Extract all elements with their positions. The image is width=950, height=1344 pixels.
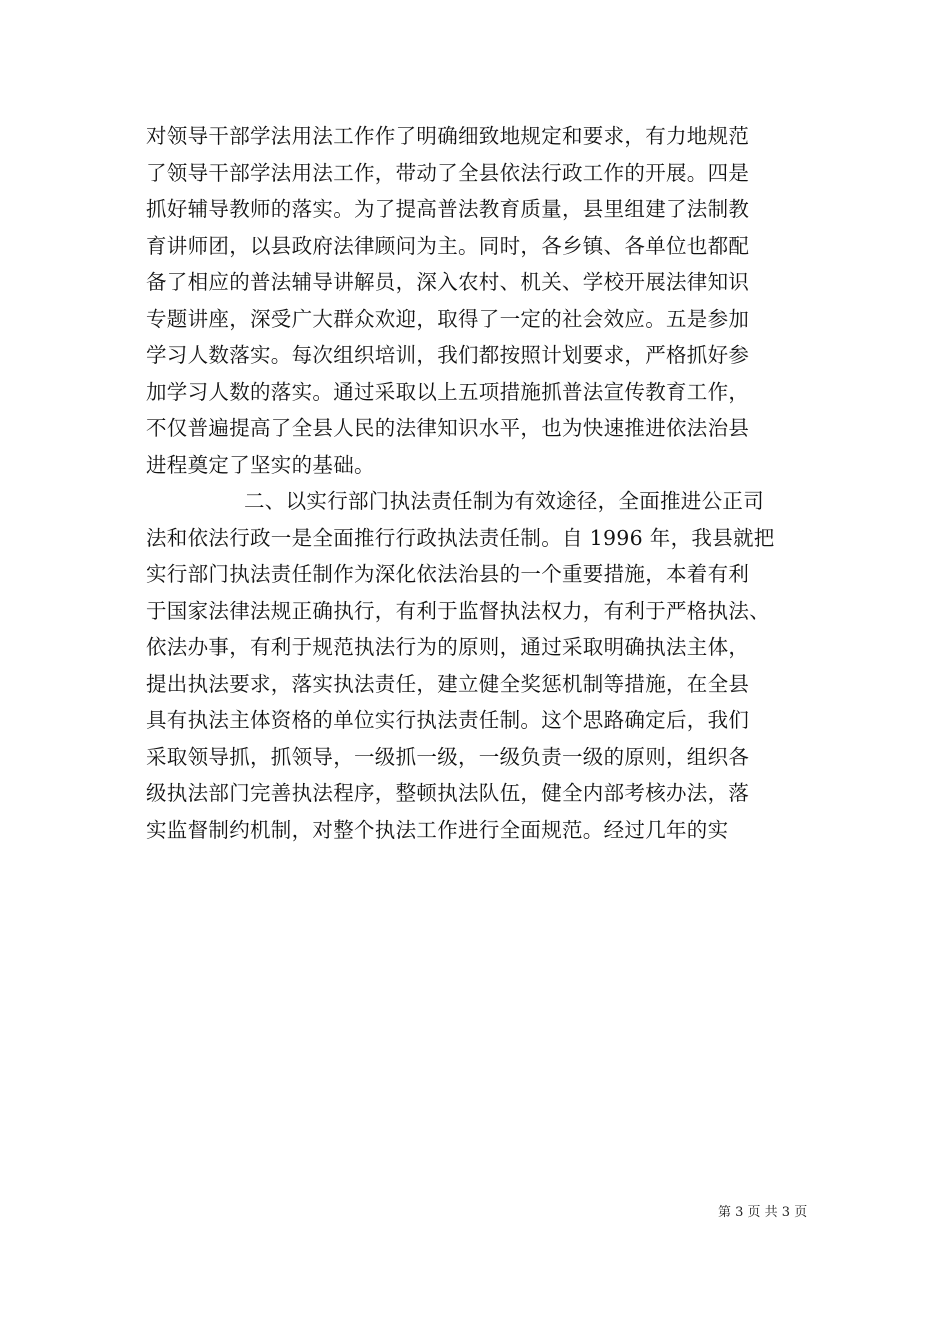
- text-line: 加学习人数的落实。通过采取以上五项措施抓普法宣传教育工作，: [146, 379, 750, 404]
- body-text: [146, 118, 818, 848]
- page-number-footer: 第 3 页 共 3 页: [718, 1205, 808, 1220]
- section-heading-line: 二、以实行部门执法责任制为有效途径，全面推进公正司: [244, 489, 764, 513]
- text-line: 实行部门执法责任制作为深化依法治县的一个重要措施，本着有利: [146, 562, 750, 586]
- text-line: 专题讲座，深受广大群众欢迎，取得了一定的社会效应。五是参加: [146, 306, 750, 331]
- text-line: 级执法部门完善执法程序，整顿执法队伍，健全内部考核办法，落: [146, 781, 750, 805]
- text-line: 于国家法律法规正确执行，有利于监督执法权力，有利于严格执法、: [146, 598, 770, 623]
- text-line: 抓好辅导教师的落实。为了提高普法教育质量，县里组建了法制教: [146, 197, 750, 221]
- text-line: 对领导干部学法用法工作作了明确细致地规定和要求，有力地规范: [146, 124, 750, 148]
- text-line: 备了相应的普法辅导讲解员，深入农村、机关、学校开展法律知识: [146, 270, 750, 294]
- text-line: 提出执法要求，落实执法责任，建立健全奖惩机制等措施，在全县: [146, 671, 750, 696]
- text-line: 实监督制约机制，对整个执法工作进行全面规范。经过几年的实: [146, 817, 729, 842]
- text-line: 学习人数落实。每次组织培训，我们都按照计划要求，严格抓好参: [146, 343, 750, 367]
- text-line: 不仅普遍提高了全县人民的法律知识水平，也为快速推进依法治县: [146, 416, 750, 440]
- text-line: 具有执法主体资格的单位实行执法责任制。这个思路确定后，我们: [146, 708, 750, 732]
- text-line: 育讲师团，以县政府法律顾问为主。同时，各乡镇、各单位也都配: [146, 233, 750, 258]
- text-line: 采取领导抓，抓领导，一级抓一级，一级负责一级的原则，组织各: [146, 744, 750, 769]
- text-line: 依法办事，有利于规范执法行为的原则，通过采取明确执法主体，: [146, 635, 750, 659]
- text-line: 进程奠定了坚实的基础。: [146, 452, 375, 477]
- text-line: 法和依法行政一是全面推行行政执法责任制。自 1996 年，我县就把: [146, 525, 775, 550]
- text-line: 了领导干部学法用法工作，带动了全县依法行政工作的开展。四是: [146, 160, 750, 185]
